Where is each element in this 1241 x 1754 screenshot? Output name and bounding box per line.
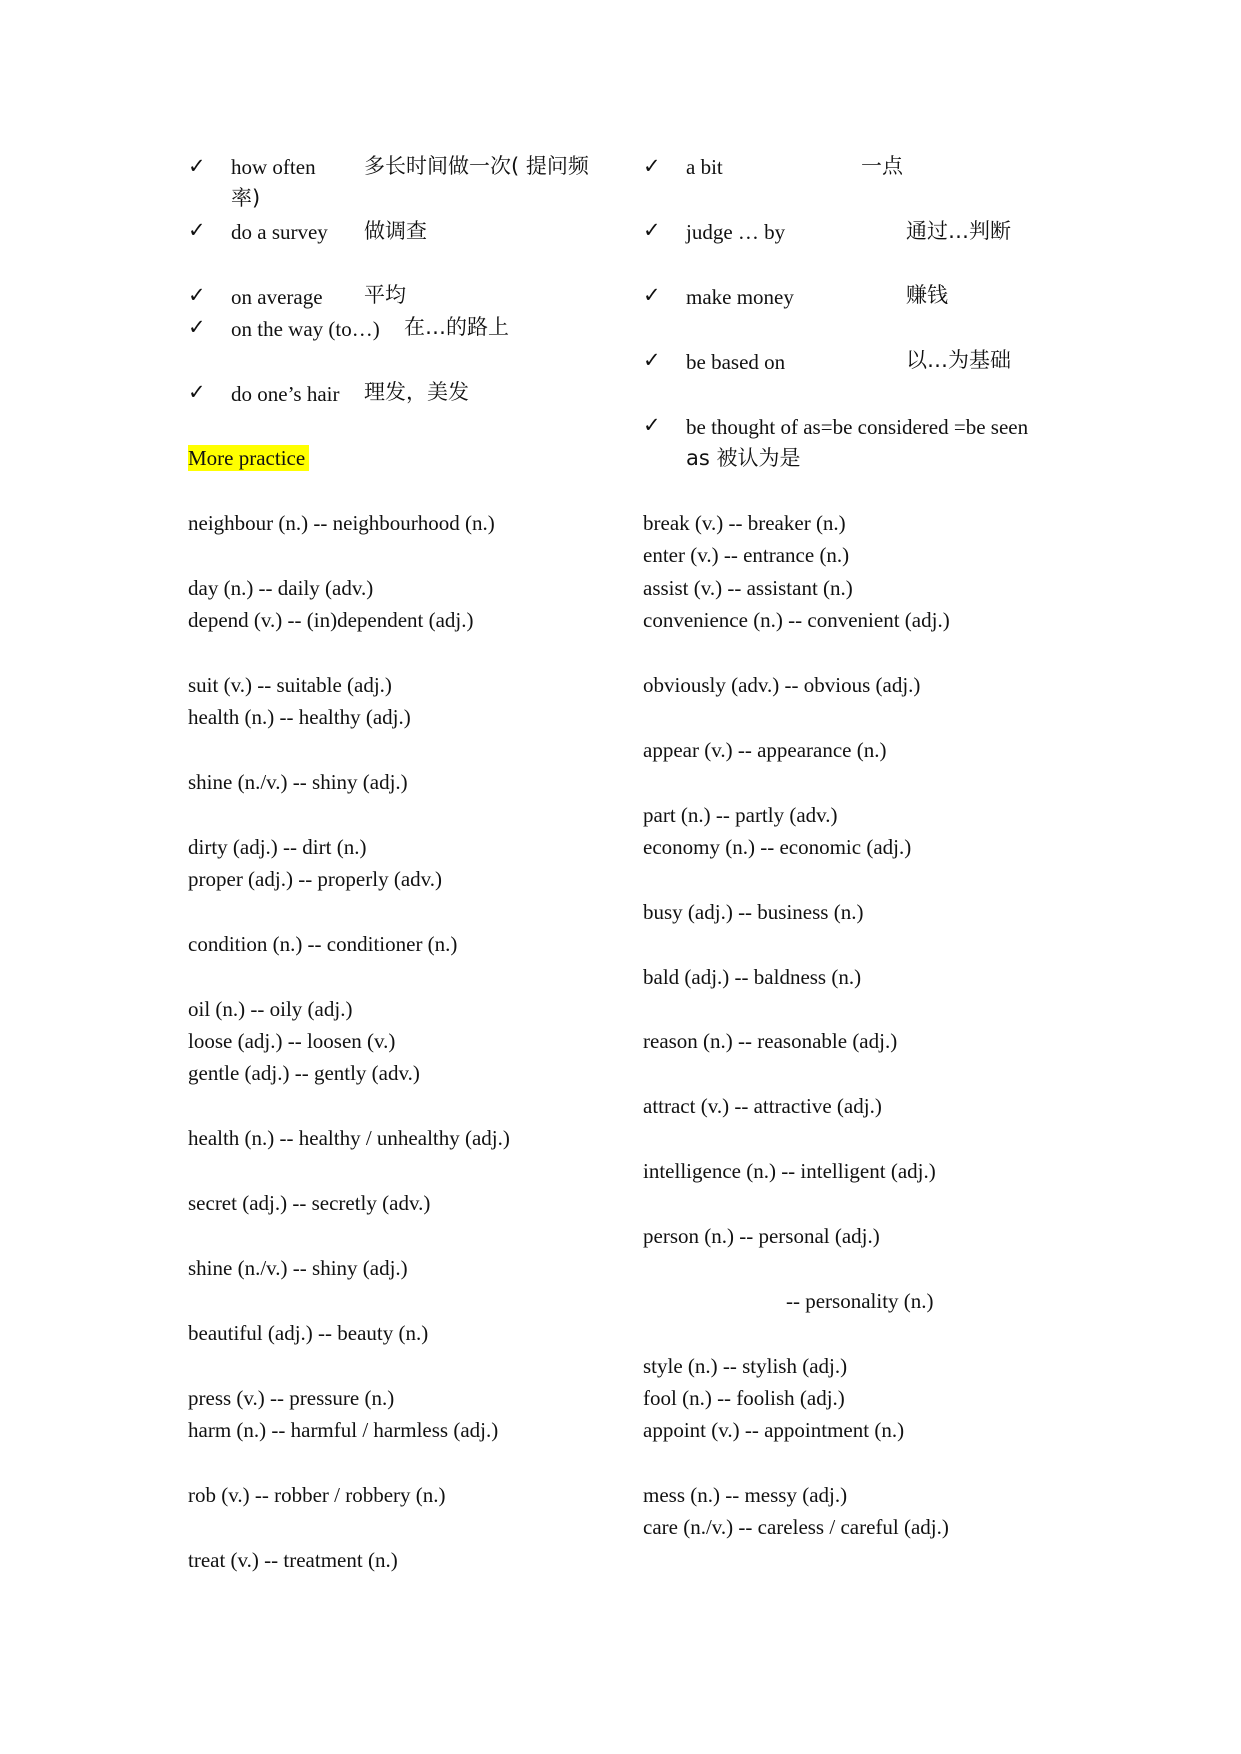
check-mark-icon: ✓ xyxy=(188,283,206,307)
phrase-zh: 多长时间做一次( 提问频 xyxy=(364,154,589,178)
word-pair: bald (adj.) -- baldness (n.) xyxy=(643,965,862,989)
word-pair: day (n.) -- daily (adv.) xyxy=(188,576,374,600)
word-pair: mess (n.) -- messy (adj.) xyxy=(643,1483,848,1507)
phrase-zh: 理发，美发 xyxy=(364,380,469,404)
phrase-en: do a survey xyxy=(231,220,328,244)
word-pair: -- personality (n.) xyxy=(786,1289,934,1313)
phrase-zh-continued: 率) xyxy=(231,186,261,210)
phrase-zh: 在…的路上 xyxy=(404,315,509,339)
word-pair: health (n.) -- healthy / unhealthy (adj.) xyxy=(188,1126,510,1150)
word-pair: beautiful (adj.) -- beauty (n.) xyxy=(188,1321,429,1345)
word-pair: appoint (v.) -- appointment (n.) xyxy=(643,1418,905,1442)
word-pair: economy (n.) -- economic (adj.) xyxy=(643,835,912,859)
word-pair: attract (v.) -- attractive (adj.) xyxy=(643,1094,882,1118)
phrase-en: be based on xyxy=(686,350,786,374)
word-pair: depend (v.) -- (in)dependent (adj.) xyxy=(188,608,474,632)
check-mark-icon: ✓ xyxy=(188,315,206,339)
word-pair: enter (v.) -- entrance (n.) xyxy=(643,543,850,567)
word-pair: gentle (adj.) -- gently (adv.) xyxy=(188,1061,420,1085)
word-pair: break (v.) -- breaker (n.) xyxy=(643,511,846,535)
phrase-zh: 平均 xyxy=(364,283,406,307)
phrase-zh: 以…为基础 xyxy=(906,348,1011,372)
word-pair: reason (n.) -- reasonable (adj.) xyxy=(643,1029,898,1053)
phrase-en: judge … by xyxy=(686,220,786,244)
phrase-zh: 一点 xyxy=(861,154,903,178)
word-pair: shine (n./v.) -- shiny (adj.) xyxy=(188,1256,408,1280)
word-pair: intelligence (n.) -- intelligent (adj.) xyxy=(643,1159,936,1183)
check-mark-icon: ✓ xyxy=(188,380,206,404)
phrase-en: how often xyxy=(231,155,316,179)
word-pair: suit (v.) -- suitable (adj.) xyxy=(188,673,392,697)
word-pair: treat (v.) -- treatment (n.) xyxy=(188,1548,398,1572)
check-mark-icon: ✓ xyxy=(188,154,206,178)
word-pair: care (n./v.) -- careless / careful (adj.) xyxy=(643,1515,949,1539)
word-pair: neighbour (n.) -- neighbourhood (n.) xyxy=(188,511,495,535)
word-pair: obviously (adv.) -- obvious (adj.) xyxy=(643,673,921,697)
word-pair: loose (adj.) -- loosen (v.) xyxy=(188,1029,396,1053)
word-pair: dirty (adj.) -- dirt (n.) xyxy=(188,835,367,859)
phrase-en: a bit xyxy=(686,155,723,179)
word-pair: proper (adj.) -- properly (adv.) xyxy=(188,867,443,891)
word-pair: convenience (n.) -- convenient (adj.) xyxy=(643,608,950,632)
phrase-en: on average xyxy=(231,285,323,309)
word-pair: press (v.) -- pressure (n.) xyxy=(188,1386,395,1410)
section-title: More practice xyxy=(188,445,309,471)
word-pair: condition (n.) -- conditioner (n.) xyxy=(188,932,458,956)
phrase-zh: 做调查 xyxy=(364,219,427,243)
check-mark-icon: ✓ xyxy=(643,218,661,242)
check-mark-icon: ✓ xyxy=(188,218,206,242)
word-pair: oil (n.) -- oily (adj.) xyxy=(188,997,353,1021)
check-mark-icon: ✓ xyxy=(643,348,661,372)
word-pair: secret (adj.) -- secretly (adv.) xyxy=(188,1191,431,1215)
word-pair: rob (v.) -- robber / robbery (n.) xyxy=(188,1483,446,1507)
word-pair: health (n.) -- healthy (adj.) xyxy=(188,705,411,729)
phrase-zh: 赚钱 xyxy=(906,283,948,307)
check-mark-icon: ✓ xyxy=(643,283,661,307)
word-pair: part (n.) -- partly (adv.) xyxy=(643,803,838,827)
word-pair: style (n.) -- stylish (adj.) xyxy=(643,1354,848,1378)
phrase-zh: 通过…判断 xyxy=(906,219,1011,243)
check-mark-icon: ✓ xyxy=(643,154,661,178)
word-pair: busy (adj.) -- business (n.) xyxy=(643,900,864,924)
phrase-en: make money xyxy=(686,285,794,309)
word-pair: assist (v.) -- assistant (n.) xyxy=(643,576,853,600)
word-pair: person (n.) -- personal (adj.) xyxy=(643,1224,880,1248)
check-mark-icon: ✓ xyxy=(643,413,661,437)
word-pair: fool (n.) -- foolish (adj.) xyxy=(643,1386,845,1410)
phrase-zh-continued: as 被认为是 xyxy=(686,446,801,470)
phrase-en: on the way (to…) xyxy=(231,317,380,341)
phrase-en: do one’s hair xyxy=(231,382,340,406)
word-pair: appear (v.) -- appearance (n.) xyxy=(643,738,887,762)
word-pair: shine (n./v.) -- shiny (adj.) xyxy=(188,770,408,794)
word-pair: harm (n.) -- harmful / harmless (adj.) xyxy=(188,1418,499,1442)
phrase-en: be thought of as=be considered =be seen xyxy=(686,415,1029,439)
